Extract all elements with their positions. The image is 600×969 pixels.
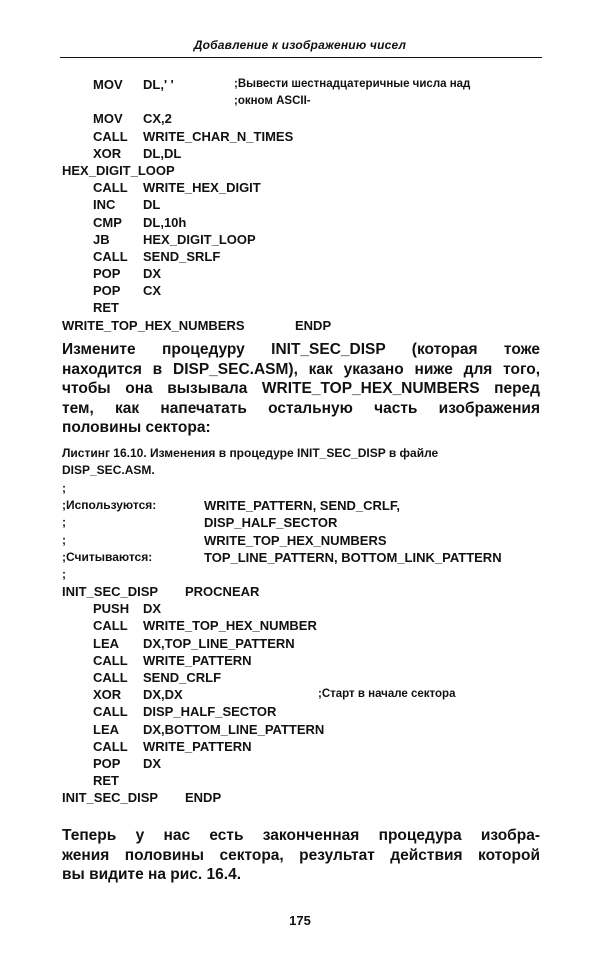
code-operand: WRITE_PATTERN xyxy=(143,738,252,754)
code-operand: DL,10h xyxy=(143,214,187,230)
code-operand: WRITE_PATTERN xyxy=(143,652,252,668)
paragraph-line: жения половины сектора, результат действия которой xyxy=(62,846,540,864)
paragraph-line: тем, как напечатать остальную часть изображения xyxy=(62,399,540,417)
code-line xyxy=(0,669,600,686)
code-comment-line xyxy=(0,532,600,549)
code-listing-write-top-hex-numbers xyxy=(0,76,600,334)
code-operand: HEX_DIGIT_LOOP xyxy=(143,231,256,247)
code-comment-line xyxy=(0,549,600,566)
code-mnemonic: POP xyxy=(93,266,121,282)
caption-line: DISP_SEC.ASM. xyxy=(62,463,155,477)
code-line xyxy=(0,145,600,162)
comment-key: ; xyxy=(62,481,66,495)
code-line xyxy=(0,248,600,265)
code-mnemonic: MOV xyxy=(93,111,123,127)
code-operand: CX,2 xyxy=(143,111,172,127)
comment-value: TOP_LINE_PATTERN, BOTTOM_LINK_PATTERN xyxy=(204,549,502,565)
code-operand: SEND_SRLF xyxy=(143,248,221,264)
comment-key: ;Считываются: xyxy=(62,549,153,564)
code-operand: DL,' ' xyxy=(143,77,174,92)
code-comment-line xyxy=(0,514,600,531)
code-directive: ENDP xyxy=(295,317,332,333)
code-mnemonic: LEA xyxy=(93,635,119,651)
comment-key: ; xyxy=(62,566,66,581)
code-line xyxy=(0,617,600,634)
code-operand: DX,DX xyxy=(143,687,183,703)
code-operand: DX xyxy=(143,601,162,617)
paragraph-line: Теперь у нас есть законченная процедура изобра- xyxy=(62,827,540,844)
comment-value: WRITE_PATTERN, SEND_CRLF, xyxy=(204,498,400,514)
code-comment: ;окном ASCII- xyxy=(234,95,311,108)
code-mnemonic: JB xyxy=(93,231,110,247)
code-mnemonic: POP xyxy=(93,283,121,299)
code-line xyxy=(0,652,600,669)
caption-line: Листинг 16.10. Изменения в процедуре INIT_SEC_DISP в файле xyxy=(62,446,439,460)
code-comment-line xyxy=(0,480,600,497)
code-operand: SEND_CRLF xyxy=(143,669,222,685)
code-comment: ;Вывести шестнадцатеричные числа над xyxy=(234,78,471,90)
code-directive: PROCNEAR xyxy=(185,584,260,599)
code-line xyxy=(0,128,600,145)
comment-key: ; xyxy=(62,532,66,547)
code-line xyxy=(0,789,600,806)
code-operand: DX xyxy=(143,755,162,771)
code-mnemonic: CALL xyxy=(93,248,128,264)
code-line xyxy=(0,93,600,110)
comment-value: DISP_HALF_SECTOR xyxy=(204,515,338,531)
code-operand: DX xyxy=(143,266,162,282)
code-operand: DISP_HALF_SECTOR xyxy=(143,704,277,720)
code-mnemonic: POP xyxy=(93,755,121,771)
code-mnemonic: RET xyxy=(93,300,119,316)
code-line xyxy=(0,214,600,231)
code-line xyxy=(0,583,600,600)
code-line xyxy=(0,179,600,196)
code-comment-line xyxy=(0,566,600,583)
header-rule xyxy=(60,57,542,58)
code-line xyxy=(0,282,600,299)
code-operand: WRITE_TOP_HEX_NUMBER xyxy=(143,618,317,634)
code-mnemonic: PUSH xyxy=(93,601,130,617)
code-line xyxy=(0,110,600,127)
code-line xyxy=(0,721,600,738)
paragraph-line: Измените процедуру INIT_SEC_DISP (которая тоже xyxy=(62,341,540,358)
listing-caption xyxy=(62,445,540,479)
code-line xyxy=(0,703,600,720)
paragraph-line: вы видите на рис. 16.4. xyxy=(62,866,242,883)
code-mnemonic: CALL xyxy=(93,704,128,720)
paragraph-line: чтобы она вызывала WRITE_TOP_HEX_NUMBERS перед xyxy=(62,380,540,397)
code-listing-header-comments xyxy=(0,480,600,583)
code-line xyxy=(0,231,600,248)
comment-key: ; xyxy=(62,515,66,530)
code-line xyxy=(0,265,600,282)
code-line xyxy=(0,162,600,179)
code-label: INIT_SEC_DISP xyxy=(62,584,159,599)
code-mnemonic: CALL xyxy=(93,738,128,754)
code-mnemonic: RET xyxy=(93,773,119,789)
code-mnemonic: CALL xyxy=(93,128,128,144)
code-line xyxy=(0,738,600,755)
code-operand: DX,BOTTOM_LINE_PATTERN xyxy=(143,721,325,737)
code-mnemonic: MOV xyxy=(93,77,123,92)
running-header: Добавление к изображению чисел xyxy=(193,38,407,52)
code-directive: ENDP xyxy=(185,790,222,806)
paragraph-line: находится в DISP_SEC.ASM), как указано ниже для того, xyxy=(62,360,540,378)
code-operand: WRITE_HEX_DIGIT xyxy=(143,180,261,196)
code-line xyxy=(0,317,600,334)
code-line xyxy=(0,600,600,617)
code-mnemonic: CALL xyxy=(93,180,128,196)
code-mnemonic: XOR xyxy=(93,687,122,703)
code-operand: DL xyxy=(143,197,161,213)
paragraph-conclusion xyxy=(62,826,540,885)
code-line xyxy=(0,76,600,93)
paragraph-line: половины сектора: xyxy=(62,419,211,436)
page-number: 175 xyxy=(289,913,311,928)
code-label: INIT_SEC_DISP xyxy=(62,790,159,806)
code-mnemonic: LEA xyxy=(93,721,119,737)
code-mnemonic: CMP xyxy=(93,214,122,230)
code-mnemonic: CALL xyxy=(93,652,128,668)
code-operand: WRITE_CHAR_N_TIMES xyxy=(143,128,294,144)
code-mnemonic: XOR xyxy=(93,145,122,161)
code-operand: CX xyxy=(143,283,162,299)
comment-value: WRITE_TOP_HEX_NUMBERS xyxy=(204,532,387,548)
code-mnemonic: CALL xyxy=(93,618,128,634)
code-line xyxy=(0,299,600,316)
code-line xyxy=(0,772,600,789)
code-line xyxy=(0,196,600,213)
code-line xyxy=(0,686,600,703)
code-comment-line xyxy=(0,497,600,514)
code-mnemonic: INC xyxy=(93,197,116,213)
code-operand: DX,TOP_LINE_PATTERN xyxy=(143,635,295,651)
code-label: HEX_DIGIT_LOOP xyxy=(62,162,175,178)
code-mnemonic: CALL xyxy=(93,669,128,685)
code-listing-init-sec-disp xyxy=(0,583,600,806)
paragraph-instructions xyxy=(62,340,540,438)
code-operand: DL,DL xyxy=(143,145,182,161)
code-comment: ;Старт в начале сектора xyxy=(318,688,456,701)
code-line xyxy=(0,755,600,772)
code-label: WRITE_TOP_HEX_NUMBERS xyxy=(62,317,245,333)
code-line xyxy=(0,635,600,652)
comment-key: ;Используются: xyxy=(62,498,157,513)
